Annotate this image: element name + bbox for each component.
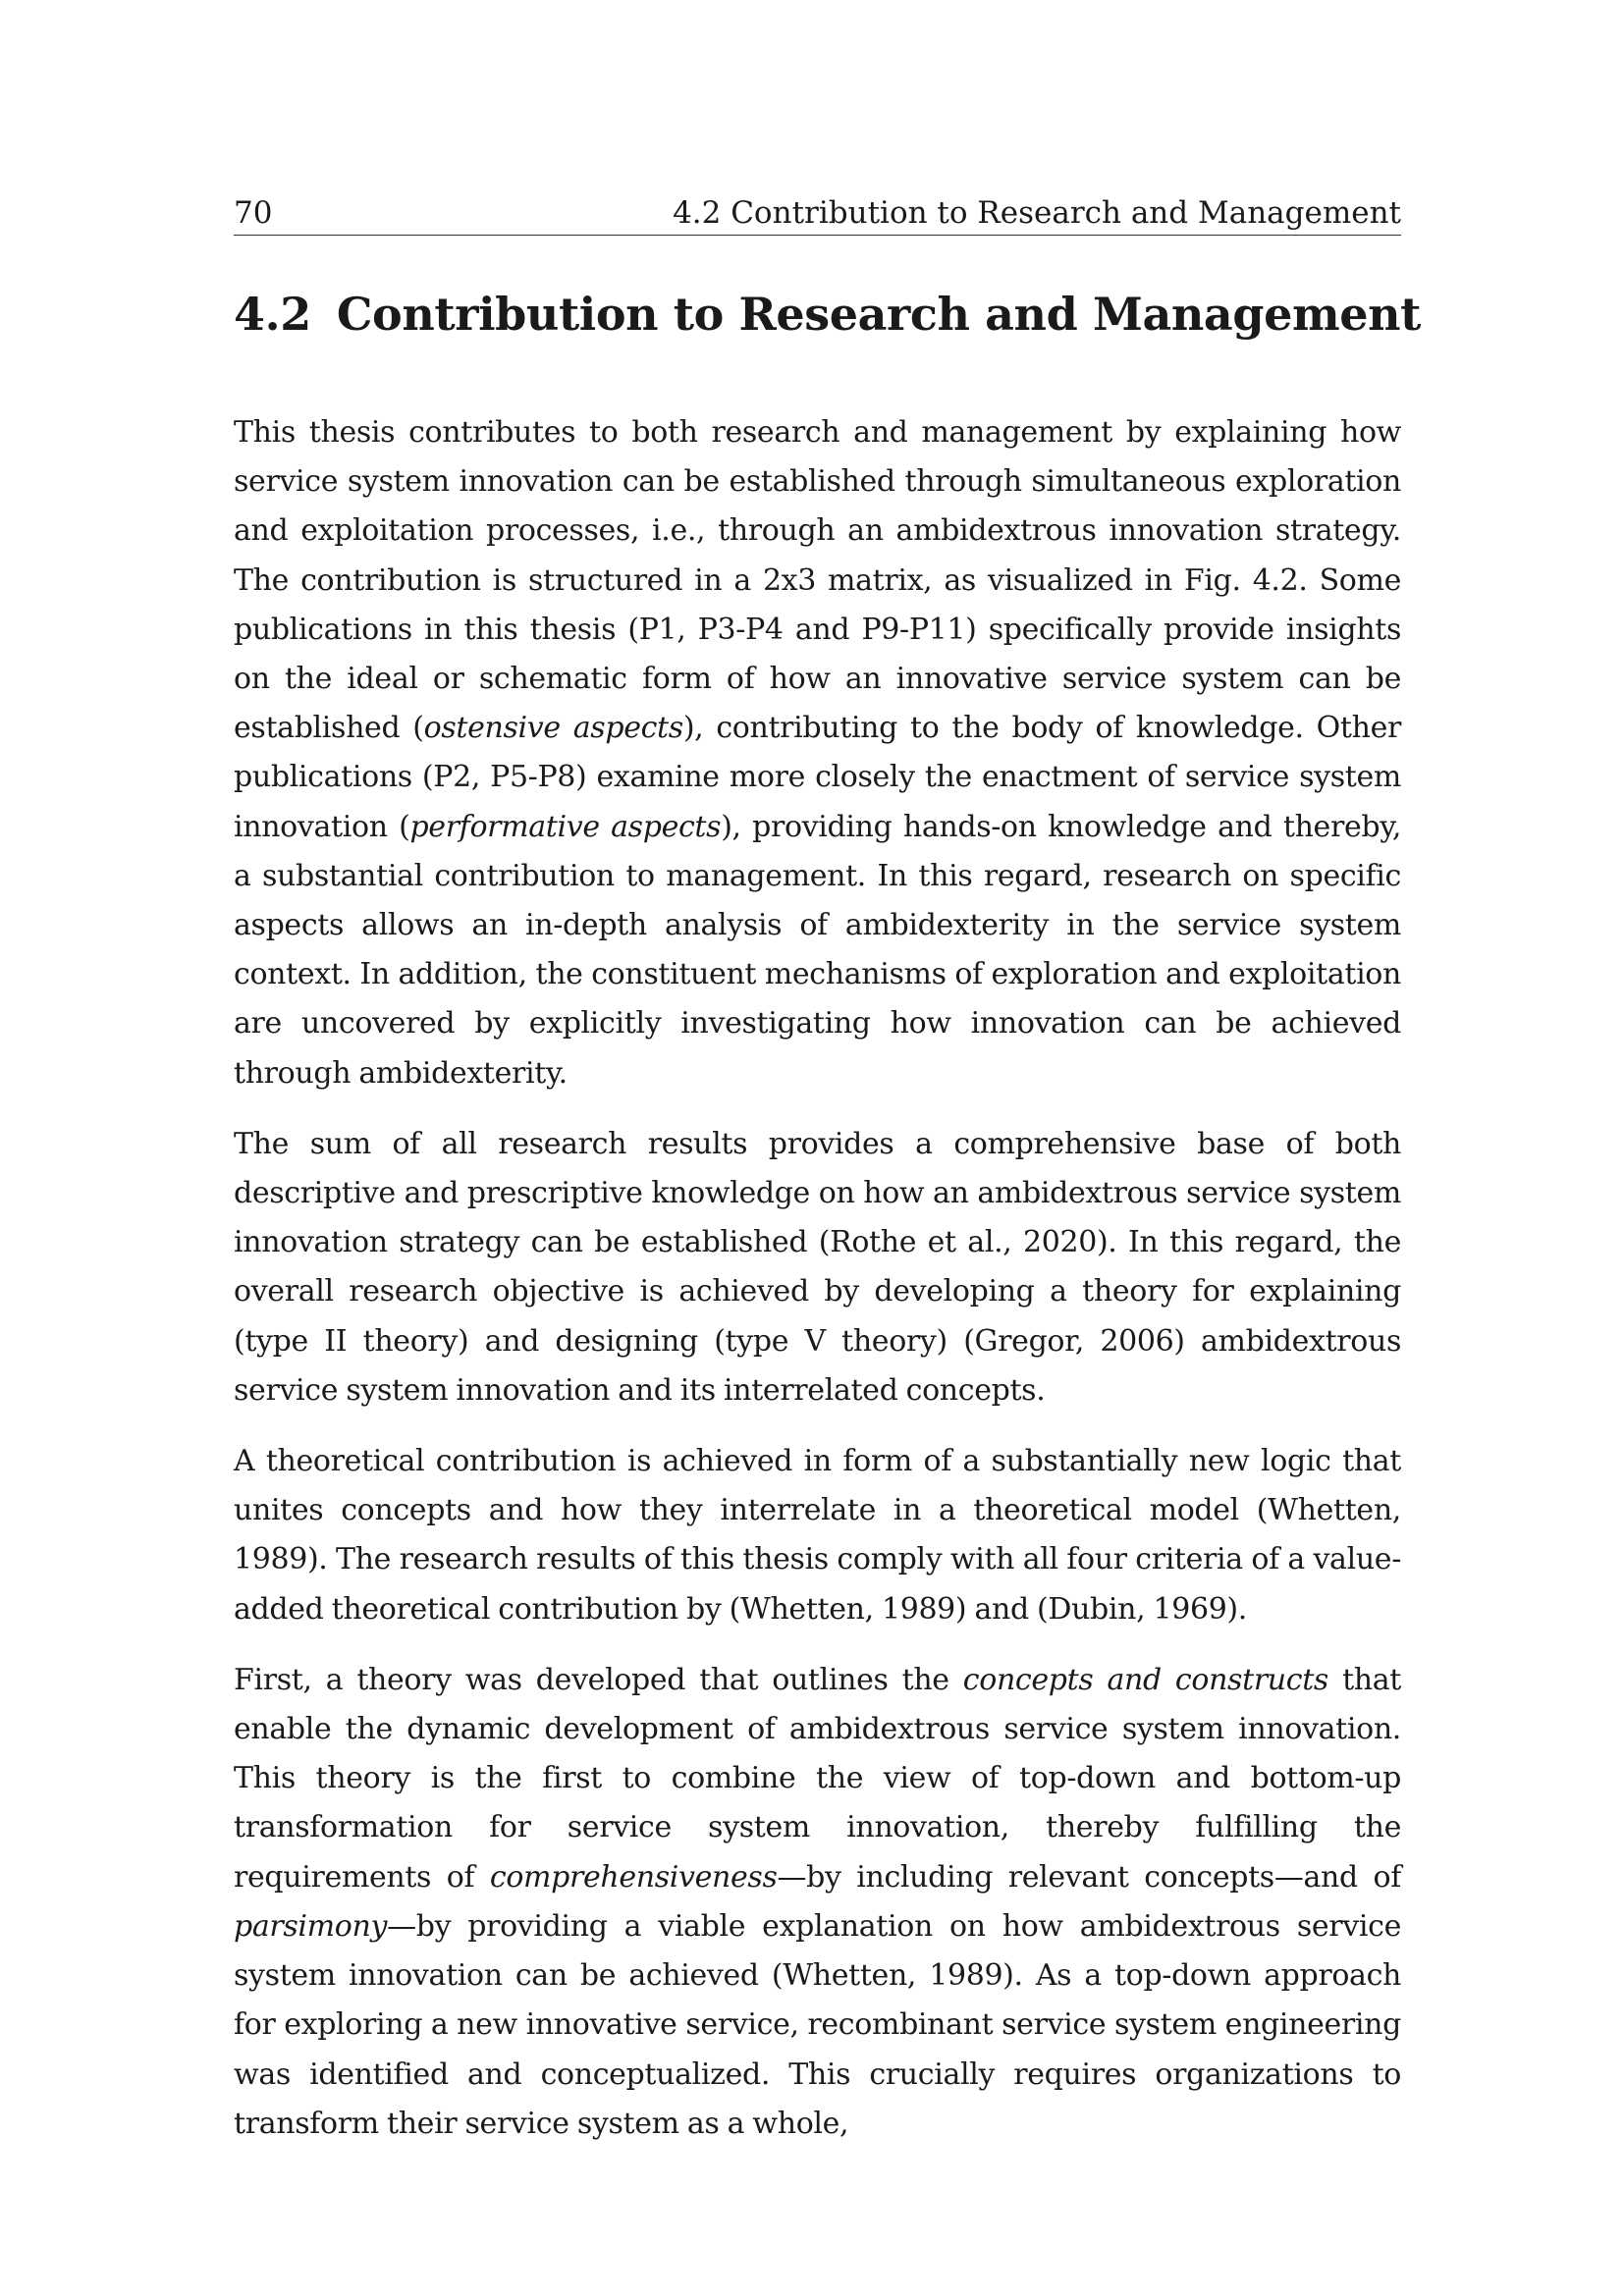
section-heading [234, 285, 1421, 344]
body-text [234, 408, 1401, 2170]
text-run: —by including relevant concepts—and of [777, 1859, 1401, 1895]
section-number: 4.2 [234, 288, 311, 341]
text-run: First, a theory was developed that outlines the [234, 1662, 963, 1697]
paragraph-1 [234, 408, 1401, 1098]
paragraph-4 [234, 1656, 1401, 2149]
page-number: 70 [234, 195, 273, 231]
text-run: ), providing hands-on knowledge and thereby, a substantial contribution to management. In this regard, research on specific aspects allows an in-depth analysis of ambidexterity in the service system context. In addition, the constituent mechanisms of exploration and exploitation are uncovered by explicitly investigating how innovation can be achieved through ambidexterity. [234, 809, 1402, 1091]
paragraph-3: A theoretical contribution is achieved in form of a substantially new logic that unites concepts and how they interrelate in a theoretical model (Whetten, 1989). The research results of this thesis comply with all four criteria of a value-added theoretical contribution by (Whetten, 1989) and (Dubin, 1969). [234, 1444, 1401, 1627]
text-run: This thesis contributes to both research and management by explaining how service system innovation can be established through simultaneous exploration and exploitation processes, i.e., through an ambidextrous innovation strategy. The contribution is structured in a 2x3 matrix, as visualized in Fig. 4.2. Some publications in this thesis (P1, P3-P4 and P9-P11) specifically provide insights on the ideal or schematic form of how an innovative service system can be established ( [234, 415, 1401, 746]
text-run: —by providing a viable explanation on how ambidextrous service system innovation can be achieved (Whetten, 1989). As a top-down approach for exploring a new innovative service, recombinant service system engineering was identified and conceptualized. This crucially requires organizations to transform their service system as a whole, [234, 1908, 1401, 2141]
text-run: that enable the dynamic development of ambidextrous service system innovation. This theory is the first to combine the view of top-down and bottom-up transformation for service system innovation, thereby fulfilling the requirements of [234, 1662, 1401, 1895]
emphasis: performative aspects [409, 809, 722, 844]
running-title: 4.2 Contribution to Research and Management [673, 195, 1401, 231]
page-header [234, 192, 1401, 236]
emphasis: ostensive aspects [423, 711, 683, 746]
paragraph-2: The sum of all research results provides a comprehensive base of both descriptive and prescriptive knowledge on how an ambidextrous service system innovation strategy can be established (Rothe et al., 2020). In this regard, the overall research objective is achieved by developing a theory for explaining (type II theory) and designing (type V theory) (Gregor, 2006) ambidextrous service system innovation and its interrelated concepts. [234, 1126, 1401, 1408]
emphasis: comprehensiveness [489, 1859, 778, 1895]
section-title: Contribution to Research and Management [336, 288, 1421, 341]
emphasis: concepts and constructs [962, 1662, 1328, 1697]
text-run: ), contributing to the body of knowledge. Other publications (P2, P5-P8) examine more closely the enactment of service system innovation ( [234, 711, 1401, 844]
emphasis: parsimony [234, 1908, 388, 1944]
